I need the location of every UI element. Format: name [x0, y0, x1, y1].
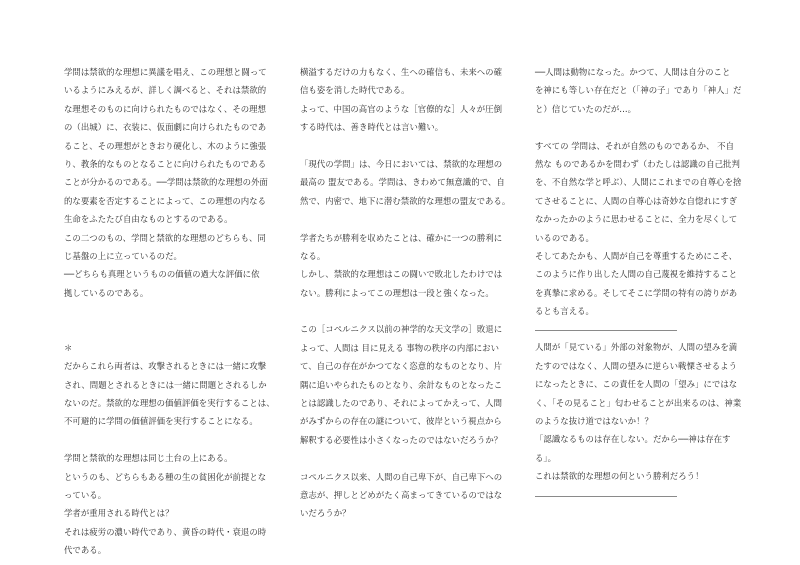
text-column-middle: [300, 63, 518, 523]
text-line: と）信じていたのだが…。: [535, 103, 637, 114]
paragraph-gap: [64, 320, 282, 338]
text-line: 隅に追いやられたものとなり、余計なものとなったこ: [300, 379, 503, 390]
text-line: コペルニクス以来、人間の自己卑下が、自己卑下への: [300, 471, 503, 482]
text-line: 然で、内密で、地下に潜む禁欲的な理想の盟友である。: [300, 195, 511, 206]
text-line: てさせることに、人間の自尊心は奇妙な自惚れにすぎ: [535, 195, 738, 206]
text-line: り、教条的なものとなることに向けられたものである: [64, 158, 267, 169]
text-line: 「認識なるものは存在しない。だから──神は存在す: [535, 434, 731, 445]
text-line: いだろうか？: [300, 508, 351, 519]
text-line: じ基盤の上に立っているのだ。: [64, 250, 182, 261]
text-line: だからこれら両者は、攻撃されるときには一緒に攻撃: [64, 361, 267, 372]
text-line: とは認識したのであり、それによってかえって、人間: [300, 398, 503, 409]
text-line: このように作り出した人間の自己蔑視を維持すること: [535, 269, 738, 280]
text-line: 学問と禁欲的な理想は同じ土台の上にある。: [64, 453, 233, 464]
text-line: これは禁欲的な理想の何という勝利だろう！: [535, 471, 704, 482]
text-line: 解釈する必要性は小さくなったのではないだろうか？: [300, 434, 503, 445]
text-line: 学問は禁欲的な理想に異議を唱え、この理想と闘って: [64, 67, 267, 77]
text-line: すべての 学問は、それが自然のものであるか、 不自: [535, 140, 735, 151]
text-line: のような抜け道ではないか！？: [535, 416, 653, 427]
paragraph-gap: [535, 118, 753, 136]
text-line: する時代は、善き時代とは言い難い。: [300, 122, 444, 133]
text-line: になったときに、この責任を人間の「望み」にではな: [535, 379, 738, 390]
text-line: 「現代の学問」は、今日においては、禁欲的な理想の: [300, 158, 503, 169]
text-line: を、不自然な学と呼ぶ）、人間にこれまでの自尊心を捨: [535, 177, 742, 188]
text-line: いるのである。: [535, 232, 594, 243]
text-line: 学者が重用される時代とは？: [64, 508, 174, 519]
paragraph-gap: [300, 449, 518, 467]
paragraph-gap: [64, 431, 282, 449]
paragraph-gap: [300, 137, 518, 155]
text-line: るとも言える。: [535, 306, 594, 317]
text-line: この二つのもの、学問と禁欲的な理想のどちらも、同: [64, 232, 266, 243]
text-line: ──どちらも真理というものの価値の過大な評価に依: [64, 269, 260, 280]
text-line: しかし、禁欲的な理想はこの闘いで敗北したわけでは: [300, 269, 503, 280]
text-line: ──人間は動物になった。かつて、人間は自分のこと: [535, 67, 731, 77]
text-line: っている。: [64, 489, 107, 500]
text-line: ＊: [64, 342, 73, 353]
text-line: たすのではなく、人間の望みに逆らい戦慄させるよう: [535, 360, 738, 371]
text-line: ること、その理想がときおり硬化し、木のように強張: [64, 140, 267, 151]
text-column-right: [535, 63, 753, 504]
text-line: 信も姿を消した時代である。: [300, 85, 410, 96]
text-line: ことが分かるのである。──学問は禁欲的な理想の外面: [64, 177, 268, 188]
text-line: 不可避的に学問の価値評価を実行することになる。: [64, 416, 258, 427]
text-line: 代である。: [64, 545, 107, 556]
paragraph-gap: [300, 302, 518, 320]
text-line: ない。勝利によってこの理想は一段と強くなった。: [300, 287, 494, 298]
horizontal-rule: [535, 330, 677, 331]
text-line: ないのだ。禁欲的な理想の価値評価を実行することは、: [64, 398, 275, 409]
text-line: く、「その見ること」匂わせることが出来るのは、神業: [535, 397, 742, 408]
text-line: 意志が、押しとどめがたく高まってきているのではな: [300, 489, 503, 500]
text-line: いるようにみえるが、詳しく調べると、それは禁欲的: [64, 85, 267, 96]
text-line: を真摯に求める。そしてそこに学問の特有の誇りがあ: [535, 287, 738, 298]
text-line: というのも、どちらもある種の生の貧困化が前提とな: [64, 471, 267, 482]
text-line: よって、中国の高官のような［官僚的な］人々が圧倒: [300, 103, 503, 114]
text-line: 学者たちが勝利を収めたことは、確かに一つの勝利に: [300, 232, 503, 243]
paragraph-gap: [300, 210, 518, 228]
paragraph-gap: [64, 302, 282, 320]
text-line: 的な要素を否定することによって、この理想の内なる: [64, 195, 267, 206]
text-line: て、自己の存在がかつてなく恣意的なものとなり、片: [300, 361, 503, 372]
text-column-left: [64, 63, 282, 560]
text-line: 生命をふたたび自由なものとするのである。: [64, 214, 233, 225]
text-line: 最高の 盟友である。学問は、きわめて無意識的で、自: [300, 177, 505, 188]
text-line: この［コペルニクス以前の神学的な天文学の］敗退に: [300, 324, 503, 335]
text-line: 然な ものであるかを問わず（わたしは認識の自己批判: [535, 158, 740, 169]
horizontal-rule: [535, 496, 677, 497]
text-line: そしてあたかも、人間が自己を尊重するためにこそ、: [535, 250, 738, 261]
text-line: な理想そのものに向けられたものではなく、その理想: [64, 103, 267, 114]
text-line: を神にも等しい存在だと（「神の子」であり「神人」だ: [535, 85, 742, 96]
text-line: の（出城）に、衣装に、仮面劇に向けられたものであ: [64, 122, 267, 133]
text-line: なかったかのように思わせることに、全力を尽くして: [535, 214, 738, 225]
text-line: なる。: [300, 250, 326, 261]
text-line: がみずからの存在の謎について、彼岸という視点から: [300, 416, 502, 427]
text-line: 拠しているのである。: [64, 287, 149, 298]
text-line: 横溢するだけの力もなく、生への確信も、未来への確: [300, 67, 503, 77]
text-line: る」。: [535, 452, 557, 463]
text-line: 人間が「見ている」外部の対象物が、人間の望みを満: [535, 342, 738, 353]
text-line: それは疲労の濃い時代であり、黄昏の時代・衰退の時: [64, 526, 267, 537]
text-line: よって、人間は 目に見える 事物の秩序の内部におい: [300, 342, 500, 353]
text-line: され、問題とされるときには一緒に問題とされるしか: [64, 379, 267, 390]
